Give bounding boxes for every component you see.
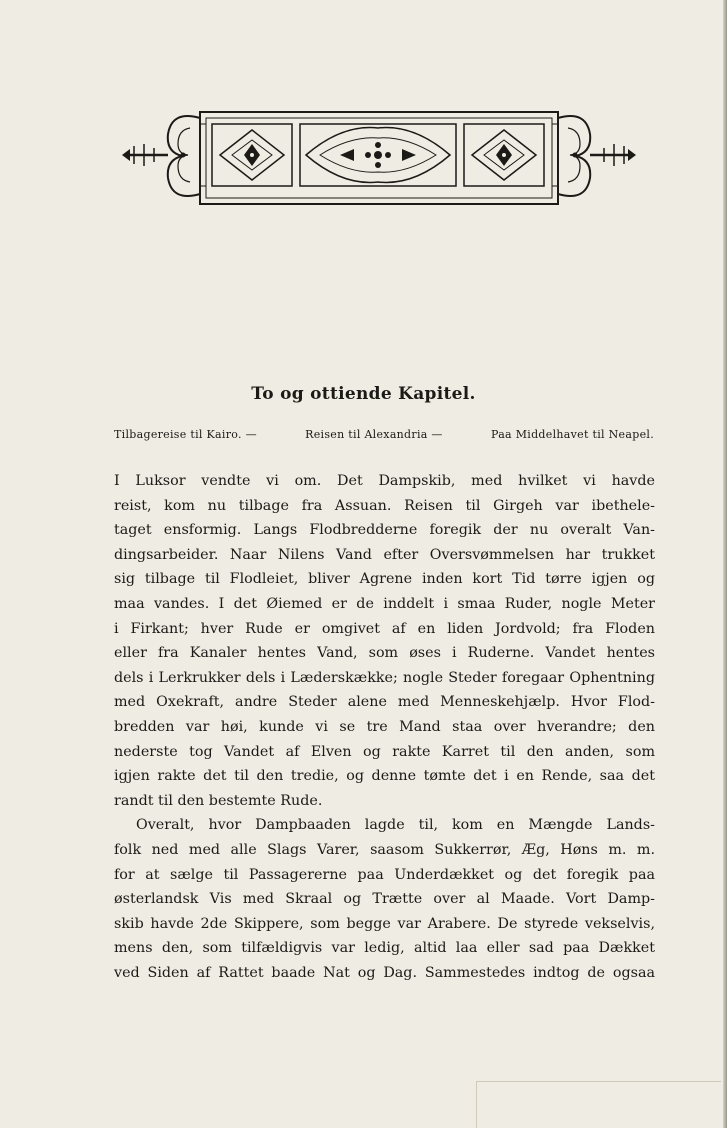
text-line: nederste tog Vandet af Elven og rakte Karret til den anden, som [114,743,655,760]
text-line: dels i Lerkrukker dels i Læderskække; nogle Steder foregaar Ophentning [114,669,655,686]
summary-part-3: Paa Middelhavet til Neapel. [490,428,654,441]
summary-part-2: Reisen til Alexandria — [305,428,443,441]
text-line: reist, kom nu tilbage fra Assuan. Reisen til Girgeh var ibethele- [114,497,655,514]
text-line: for at sælge til Passagererne paa Underdækket og det foregik paa [114,866,655,883]
text-line: maa vandes. I det Øiemed er de inddelt i smaa Ruder, nogle Meter [114,595,655,612]
text-line: eller fra Kanaler hentes Vand, som øses i Ruderne. Vandet hentes [114,645,655,662]
text-line: I Luksor vendte vi om. Det Dampskib, med hvilket vi havde [114,473,655,489]
text-line: skib havde 2de Skippere, som begge var Arabere. De styrede vekselvis, [114,915,655,932]
text-line: folk ned med alle Slags Varer, saasom Sukkerrør, Æg, Høns m. m. [114,841,655,858]
text-line: ved Siden af Rattet baade Nat og Dag. Sammestedes indtog de ogsaa [114,964,655,981]
text-line: mens den, som tilfældigvis var ledig, altid laa eller sad paa Dækket [114,940,655,957]
chapter-body-text [114,469,655,985]
text-line: Overalt, hvor Dampbaaden lagde til, kom en Mængde Lands- [136,817,655,834]
page-edge [723,0,727,1128]
text-line: med Oxekraft, andre Steder alene med Menneskehjælp. Hvor Flod- [114,694,655,711]
text-line: igjen rakte det til den tredie, og denne tømte det i en Rende, saa det [114,768,655,785]
chapter-headpiece-ornament [120,104,638,208]
summary-part-1: Tilbagereise til Kairo. — [114,428,257,441]
page-corner-fold [476,1081,721,1128]
text-line: randt til den bestemte Rude. [114,792,323,809]
text-line: dingsarbeider. Naar Nilens Vand efter Oversvømmelsen har trukket [114,546,655,563]
text-line: sig tilbage til Flodleiet, bliver Agrene inden kort Tid tørre igjen og [114,571,655,588]
text-line: taget ensformig. Langs Flodbredderne foregik der nu overalt Van- [114,522,655,539]
chapter-summary [114,428,654,441]
text-line: i Firkant; hver Rude er omgivet af en liden Jordvold; fra Floden [114,620,655,637]
text-line: østerlandsk Vis med Skraal og Trætte over al Maade. Vort Damp- [114,891,655,908]
text-line: bredden var høi, kunde vi se tre Mand staa over hverandre; den [114,718,655,735]
chapter-title: To og ottiende Kapitel. [251,384,476,404]
